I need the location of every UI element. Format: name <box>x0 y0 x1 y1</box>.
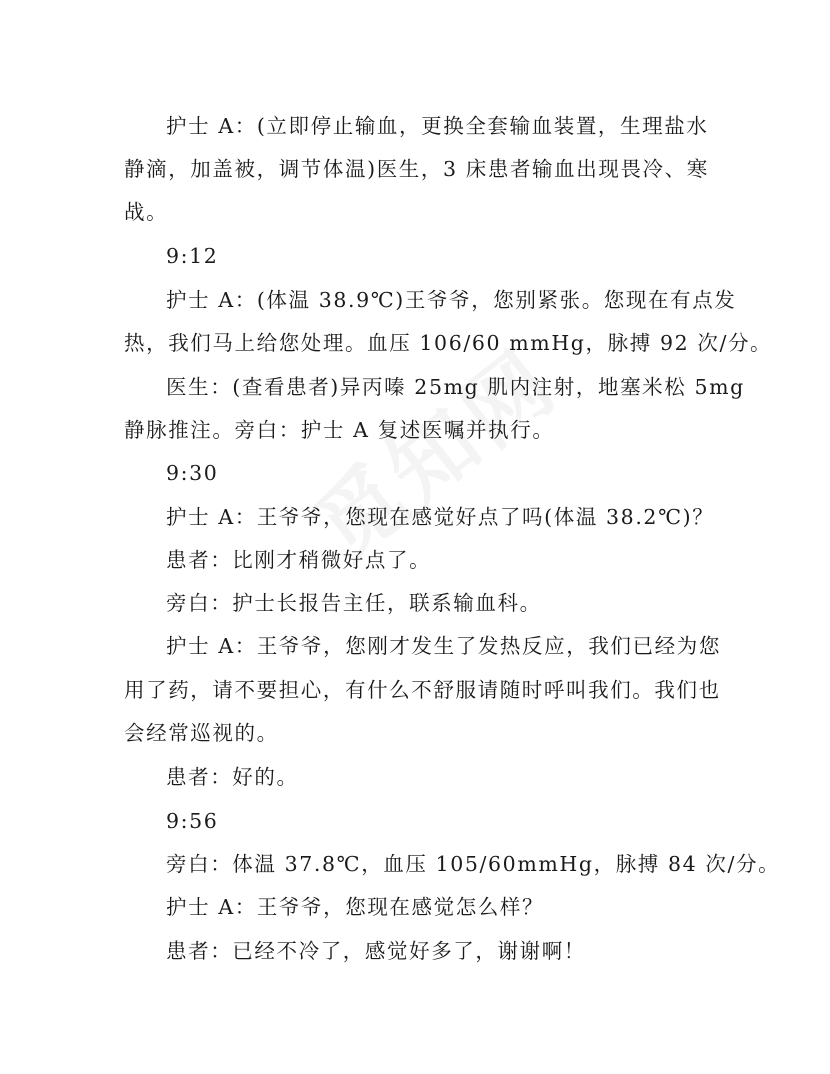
timestamp-0912: 9:12 <box>166 244 219 268</box>
paragraph-patient-better: 患者：比刚才稍微好点了。 <box>166 548 432 572</box>
timestamp-0930: 9:30 <box>166 461 219 485</box>
paragraph-nurse-reassure-line-3: 会经常巡视的。 <box>124 721 279 745</box>
paragraph-narration-head-nurse: 旁白：护士长报告主任，联系输血科。 <box>166 591 542 615</box>
timestamp-0956: 9:56 <box>166 809 219 833</box>
paragraph-nurse-stop-transfusion-line-2: 静滴，加盖被，调节体温)医生，3 床患者输血出现畏冷、寒 <box>124 157 709 181</box>
paragraph-nurse-temperature-line-1: 护士 A：(体温 38.9℃)王爷爷，您别紧张。您现在有点发 <box>166 288 737 312</box>
paragraph-nurse-ask-now: 护士 A：王爷爷，您现在感觉怎么样？ <box>166 895 545 919</box>
paragraph-patient-ok: 患者：好的。 <box>166 765 299 789</box>
paragraph-patient-thanks: 患者：已经不冷了，感觉好多了，谢谢啊！ <box>166 939 586 963</box>
paragraph-doctor-orders-line-1: 医生：(查看患者)异丙嗪 25mg 肌内注射，地塞米松 5mg <box>166 375 745 399</box>
paragraph-nurse-stop-transfusion-line-3: 战。 <box>124 200 169 224</box>
paragraph-nurse-ask-feeling: 护士 A：王爷爷，您现在感觉好点了吗(体温 38.2℃)？ <box>166 505 715 529</box>
paragraph-nurse-reassure-line-2: 用了药，请不要担心，有什么不舒服请随时呼叫我们。我们也 <box>124 678 721 702</box>
paragraph-narration-vitals: 旁白：体温 37.8℃，血压 105/60mmHg，脉搏 84 次/分。 <box>166 852 781 876</box>
paragraph-nurse-reassure-line-1: 护士 A：王爷爷，您刚才发生了发热反应，我们已经为您 <box>166 634 721 658</box>
paragraph-nurse-stop-transfusion-line-1: 护士 A：(立即停止输血，更换全套输血装置，生理盐水 <box>166 114 709 138</box>
paragraph-doctor-orders-line-2: 静脉推注。旁白：护士 A 复述医嘱并执行。 <box>124 418 555 442</box>
paragraph-nurse-temperature-line-2: 热，我们马上给您处理。血压 106/60 mmHg，脉搏 92 次/分。 <box>124 331 773 355</box>
